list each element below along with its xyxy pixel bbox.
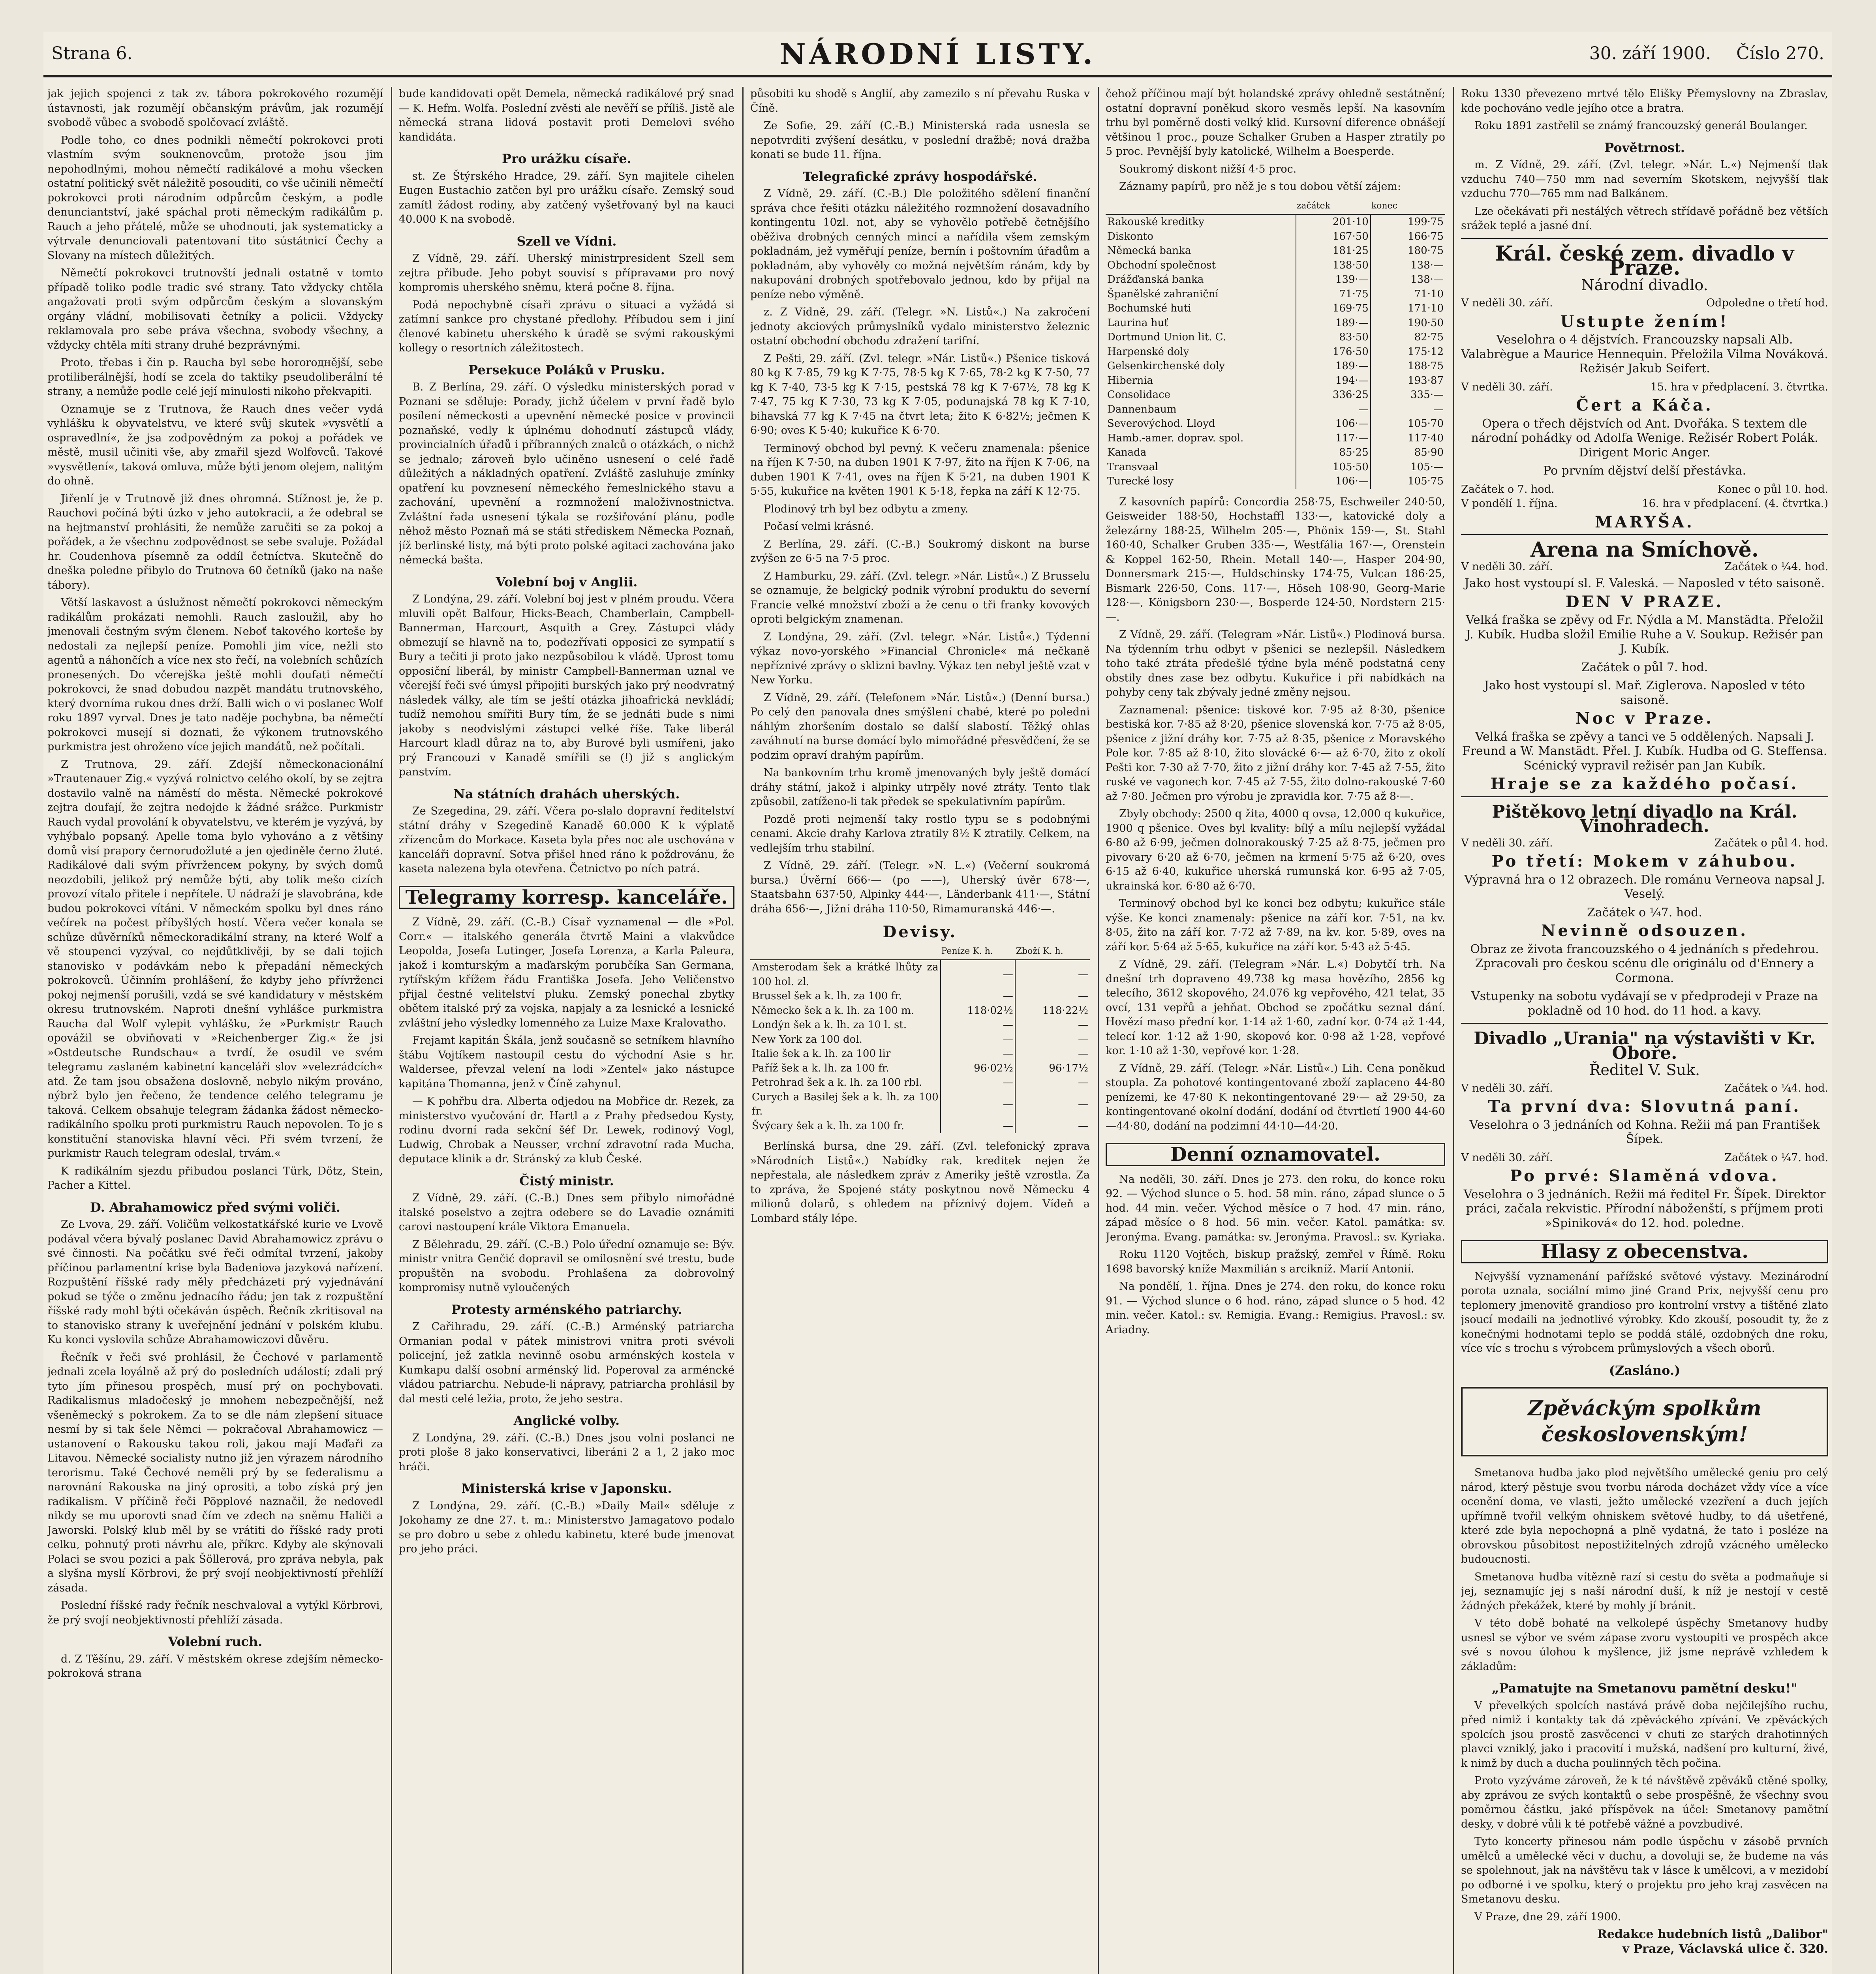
row-label: Kanada [1107, 447, 1147, 458]
issue-number: Číslo 270. [1736, 43, 1824, 64]
paragraph: Větší laskavost a úslužnost němečtí pokrokovci německým radikálům prokázati nemohli. Rauch zasloužil, aby ho jmenovali čestným svým členem. Neboť takového korteše by nedostali za nejlepší peníze. Pomohli jim více, nežli sto agentů a náhončích a více nex sto řečí, na volebních schůzích pronesených. Do včerejška ještě mohli doufati němečtí pokrokovci, že snad dobudou nazpět mandátu trutnovského, který dvorníma rukou dnes drží. Balli wich o vi poslanec Wolf roku 1897 vyrval. Dnes je tato naděje pochybna, ba němečtí pokrokovci musejí si doznati, že výkonem trutnovského purkmistra jest ohroženo více jejich mandátů, než počítali. [47, 597, 383, 753]
play-description: Velká fraška se zpěvy a tanci ve 5 oddělených. Napsali J. Freund a W. Manstädt. Přel. J. Kubík. Hudba od G. Steffensa. Scénický vypravil režisér pan Jan Kubík. [1462, 730, 1827, 773]
row-value: — [941, 989, 1015, 1004]
paragraph: Terminový obchod byl ke konci bez odbytu; kukuřice stále výše. Ke konci znamenaly: pšenice na září kor. 7·51, na kv. 8·05, žito na září kor. 7·72 až 7·89, na kv. kor. 5·89, oves na září kor. 5·64 až 5·65, kukuřice na září kor. 5·43 až 5·45. [1106, 897, 1445, 953]
row-value: — [941, 1047, 1015, 1061]
play-description: Opera o třech dějstvích od Ant. Dvořáka. S textem dle národní pohádky od Adolfa Wenige. Režisér Robert Polák. Dirigent Moric Anger. [1471, 417, 1818, 460]
row-value: 176·50 [1296, 345, 1371, 359]
devisy-table [750, 944, 1090, 1133]
row-value: 118·22½ [1015, 1004, 1090, 1018]
row-label: Bochumské huti [1107, 302, 1191, 314]
telegram-heading: Telegramy korresp. kanceláře. [399, 886, 734, 909]
row-value: — [1296, 402, 1371, 417]
paragraph: Zaznamenal: pšenice: tiskové kor. 7·95 až 8·30, pšenice bestiská kor. 7·85 až 8·20, pšenice slovenská kor. 7·75 až 8·05, pšenice z jižní dráhy kor. 7·75 až 8·35, pšenice z Moravského Pole kor. 7·85 až 8·10, žito slovácké 6·— až 6·70, žito z okolí Pešti kor. 7·30 až 7·70, žito z jižní dráhy kor. 7·45 až 7·55, žito ruské ve vagonech kor. 7·45 až 7·55, žito dolno-rakouské 7·60 až 7·80. Ječmen pro výrobu je zpravidla kor. 7·75 až 8·—. [1106, 704, 1445, 803]
row-value: — [941, 1075, 1015, 1090]
table-row [750, 1119, 1090, 1133]
section-heading: Pro urážku císaře. [502, 151, 631, 166]
row-label: Španělské zahraniční [1107, 288, 1219, 300]
paragraph: Na pondělí, 1. října. Dnes je 274. den roku, do konce roku 91. — Východ slunce o 6 hod. ráno, západ slunce o 5 hod. 42 min. večer. Katol.: sv. Remigia. Evang.: Remigius. Pravosl.: sv. Ariadny. [1106, 1280, 1445, 1336]
row-label: Londýn šek a k. lh. za 10 l. st. [752, 1019, 907, 1031]
paragraph: Němečtí pokrokovci trutnovští jednali ostatně v tomto případě toliko podle tradic své strany. Tato vždycky chtěla angažovati proti svým odpůrcům českým a slovanským orgány vládní, mobilisovati četníky a policii. Vždycky reklamovala pro sebe práva všechna, svobody všechny, a vždycky chtěla míti strany druhé bezprávnými. [47, 267, 383, 351]
table-row [1106, 258, 1445, 273]
table-row [1106, 287, 1445, 302]
public-voices-heading: Hlasy z obecenstva. [1461, 1240, 1828, 1263]
table-row [1106, 330, 1445, 345]
day-label: V neděli 30. září. [1461, 1151, 1553, 1164]
theatre-subtitle: Národní divadlo. [1581, 276, 1708, 294]
row-value: 105·70 [1371, 417, 1445, 431]
start-time: Začátek o ¼7. hod. [1587, 905, 1702, 919]
table-row [1106, 301, 1445, 316]
paragraph: Ze Sofie, 29. září (C.-B.) Ministerská rada usnesla se nepotvrditi zvýšení desátku, v poslední dražbě; nová dražba konati se bude 11. října. [750, 120, 1090, 161]
play-title: DEN V PRAZE. [1565, 592, 1724, 611]
row-label: Laurina huť [1107, 317, 1168, 329]
play-note: Jako host vystoupí sl. F. Valeská. — Naposled v této saisoně. [1464, 576, 1825, 590]
paragraph: Proto vyzýváme zároveň, že k té návštěvě zpěváků ctěné spolky, aby zprávou ze svých kontaktů o sebe prospěšně, že všechny svou poměrnou částku, jaké příspěvek na účel: Smetanovy pamětní desky, v dobré vůli k té potřebě vážné a povzbudivé. [1461, 1775, 1828, 1830]
paragraph: Ze Szegedina, 29. září. Včera po-slalo dopravní ředitelství státní dráhy v Szegedině Kanadě 60.000 K k výplatě zřízencům do Morkace. Kaseta byla přes noc ale uschována v kanceláři dopravní. Sotva přišel hned ráno k poždrovánu, že kaseta nalezena byla otevřena. Četnictvo po ních patrá. [399, 805, 734, 875]
play-title: Ta první dva: Slovutná paní. [1488, 1097, 1801, 1116]
table-row [1106, 417, 1445, 431]
paragraph: Z Vídně, 29. září. (Telegram »Nár. L.«) Dobytčí trh. Na dnešní trh dopraveno 49.738 kg masa hovězího, 2856 kg telecího, 3612 skopového, 24.076 kg vepřového, 421 telat, 35 ovcí, 131 vepřů a jehňat. Obchod se zpočátku seznal dání. Hovězí maso přední kor. 1·14 až 1·60, zadní kor. 0·74 až 1·44, telecí kor. 1·12 až 1·90, skopové kor. 0·98 až 1·28, vepřové kor. 1·10 až 1·30, vepřové kor. 1·28. [1106, 958, 1445, 1057]
play-description: Veselohra o 4 dějstvích. Francouzsky napsali Alb. Valabrègue a Maurice Hennequin. Přeložila Vilma Nováková. Režisér Jakub Seifert. [1461, 333, 1828, 375]
paragraph: Ze Lvova, 29. září. Voličům velkostatkářské kurie ve Lvově podával včera bývalý poslanec David Abrahamowicz zprávu o své činnosti. Na počátku své řeči odmítal tvrzení, jakoby příčinou parlamentní krise byla Badeniova jazyková nařízení. Rozpuštění říšské rady měly předcházeti prý vyjednávání pokud se týče o změnu jednacího řádu; jen tak z rozpuštění říšské rady mohl býti očekáván úspěch. Řečník zkritisoval na to stanovisko strany k uveřejnění jednání v polském klubu. Ku konci vyslovila schůze Abrahamowiczovi důvěru. [47, 1218, 383, 1346]
dateline: V Praze, dne 29. září 1900. [1474, 1910, 1621, 1923]
table-row [1106, 474, 1445, 489]
row-label: Petrohrad šek a k. lh. za 100 rbl. [752, 1077, 922, 1088]
issue-date: 30. září 1900. [1589, 43, 1711, 64]
play-note: Po prvním dějství delší přestávka. [1543, 464, 1746, 478]
row-label: Harpenské doly [1107, 345, 1189, 358]
row-value: 118·02½ [941, 1004, 1015, 1018]
table-row [1106, 244, 1445, 258]
devisy-heading: Devisy. [883, 923, 958, 941]
column-header: začátek [1296, 198, 1371, 215]
signature: Redakce hudebních listů „Dalibor" [1597, 1927, 1828, 1941]
table-row [1106, 359, 1445, 373]
row-value: 336·25 [1296, 388, 1371, 402]
row-value: 181·25 [1296, 244, 1371, 258]
paragraph: Z Vídně, 29. září. (Telegr. »Nár. Listů«.) Lih. Cena poněkud stoupla. Za pohotové kontingentované zboží zaplaceno 44·80 penízemi, ke 47·80 K nekontingentované 29·— až 29·50, za kontingentované okolní dodání, dodání od čtvrtletí 1900 44·60—44·80, dodání na podzimní 44·10—44·20. [1106, 1062, 1445, 1132]
column-divider [1098, 87, 1099, 1974]
paragraph: Z Hamburku, 29. září. (Zvl. telegr. »Nár. Listů«.) Z Brusselu se oznamuje, že belgický podnik výrobní produktu do severní Francie velké množství zboží a že cenu o tři franky kovových oproti belgickým znamenan. [750, 570, 1090, 625]
paragraph: Z Vídně, 29. září. (Telefonem »Nár. Listů«.) (Denní bursa.) Po celý den panovala dnes smýšlení chabé, které po poledni náhlým zhoršením dostalo se další slabostí. Těžký ohlas zaváhnutí na burse domácí bylo mimořádné přesvědčení, že se podzim opraví drahým papírům. [750, 691, 1090, 762]
row-label: New York za 100 dol. [752, 1033, 862, 1045]
start-time: Začátek o 7. hod. [1461, 483, 1555, 495]
row-value: — [1015, 1075, 1090, 1090]
paragraph: Frejamt kapitán Škála, jenž současně se setníkem hlavního štábu Vojtíkem nastoupil cestu do východní Asie s hr. Waldersee, převzal velení na lodi »Zentel« jako nástupce kapitána Thomanna, jenž v Číně zahynul. [399, 1034, 734, 1090]
theatre-name: Král. české zem. divadlo v Praze. [1495, 241, 1794, 280]
section-heading: Volební boj v Anglii. [496, 574, 638, 589]
paragraph: Z Vídně, 29. září. (Telegr. »N. L.«) (Večerní soukromá bursa.) Úvěrní 666·— (po ——), Uherský úvěr 678·—, Staatsbahn 637·50, Alpinky 444·—, Länderbank 411·—, Státní dráha 656·—, Jižní dráha 110·50, Rimamuranská 446·—. [750, 859, 1090, 915]
table-row [750, 989, 1090, 1004]
theatre-name: Arena na Smíchově. [1530, 538, 1759, 562]
end-time: Konec o půl 10. hod. [1717, 483, 1828, 495]
paragraph: čehož příčinou mají být holandské zprávy ohledně sestátnění; ostatní dopravní poněkud skoro vesměs lepší. Na kasovním trhu byl poměrně dosti velký klid. Kursovní diference obnášejí většinou 1 proc., pouze Schalker Gruben a Hasper ztratily po 5 proc. Pevnější byly katolické, Wilhelm a Boesperde. [1106, 88, 1445, 158]
row-value: 138·50 [1296, 258, 1371, 273]
table-row [1106, 214, 1445, 229]
row-value: 190·50 [1371, 316, 1445, 330]
issue-info [1570, 43, 1824, 64]
row-label: Drážďanská banka [1107, 274, 1204, 285]
table-row [1106, 345, 1445, 359]
paragraph: Podá nepochybně císaři zprávu o situaci a vyžádá si zatímní sankce pro chystané předlohy. Příbudou sem i jiní členové kabinetu uherského k úradě se svými rakouskými kollegy o resortních záležitostech. [399, 298, 734, 354]
row-label: Curych a Basilej šek a k. lh. za 100 fr. [752, 1091, 939, 1117]
paragraph: K radikálním sjezdu přibudou poslanci Türk, Dötz, Stein, Pacher a Kittel. [47, 1165, 383, 1192]
column-4 [1106, 87, 1445, 1974]
paragraph: st. Ze Štýrského Hradce, 29. září. Syn majitele cihelen Eugen Eustachio zatčen byl pro urážku císaře. Zemský soud zamítl žádost rodiny, aby zatčený vyšetřovaný byl na kauci 40.000 K na svobodě. [399, 170, 734, 225]
row-value: 201·10 [1296, 214, 1371, 229]
column-divider [391, 87, 392, 1974]
play-title: MARYŠA. [1595, 512, 1694, 531]
table-row [750, 1047, 1090, 1061]
row-value: 85·90 [1371, 445, 1445, 460]
paragraph: Z Pešti, 29. září. (Zvl. telegr. »Nár. Listů«.) Pšenice tisková 80 kg K 7·85, 79 kg K 7·75, 78·5 kg K 7·65, 78·2 kg K 7·50, 77 kg K 7·40, 73·5 kg K 7·15, pestská 78 kg K 7·67½, 78 kg K 7·47, 75 kg K 7·30, 73 kg K 7·05, podunajská 78 kg K 7·10, bihavská 77 kg K 7·45 na čtvrt leta; žito K 6·82½; ječmen K 6·90; oves K 5·40; kukuřice K 6·70. [750, 352, 1090, 437]
row-value: 105·75 [1371, 474, 1445, 489]
paragraph: Smetanova hudba jako plod největšího umělecké geniu pro celý národ, který pěstuje svou tvorbu národa docházet vždy více a více ocenění doma, ve vlasti, ježto umělecké vzezření a duch jejích upřímně tvořil velkým ohniskem světové hudby, to dá ušetřené, které zde byla nepochopná a plně vydatná, že tato i posléze na obrovskou působitost nepostižitelných zdrojů vzácného umělecko budoucnosti. [1461, 1467, 1828, 1565]
paragraph: Jiřenlí je v Trutnově již dnes ohromná. Stížnost je, že p. Rauchovi počíná býti úzko v jeho autokracii, a že odebral se na hejtmanství prohlásiti, že nemůže zaručiti se za pokoj a pořádek, a že všechnu zodpovědnost se sebe svaluje. Požádal hr. Coudenhova písemně za oddíl četníctva. Skutečně do dneška poledne přibylo do Trutnova 60 četníků (jako na naše tábory). [47, 492, 383, 591]
table-row [1106, 316, 1445, 330]
table-row [1106, 402, 1445, 417]
row-value: 117·40 [1371, 431, 1445, 446]
day-note: Začátek o ¼7. hod. [1724, 1151, 1828, 1164]
paragraph: Z Londýna, 29. září. (Zvl. telegr. »Nár. Listů«.) Týdenní výkaz novo-yorského »Financial Chronicle« má nečkaně nepříznivé zprávy o sklizni bavlny. Výkaz ten nebyl ještě vzat v New Yorku. [750, 630, 1090, 686]
signature-address: v Praze, Václavská ulice č. 320. [1622, 1942, 1828, 1956]
row-value: 180·75 [1371, 244, 1445, 258]
play-title: Po třetí: Mokem v záhubou. [1491, 852, 1798, 871]
play-description: Veselohra o 3 jednáních od Kohna. Režii má pan František Šípek. [1469, 1118, 1820, 1146]
paragraph: Z Londýna, 29. září. (C.-B.) Dnes jsou volni poslanci ne proti ploše 8 jako konservativci, liberáni 2 a 1, 2 jako moc hráči. [399, 1432, 734, 1473]
row-label: Diskonto [1107, 230, 1153, 242]
row-value: 71·75 [1296, 287, 1371, 302]
row-label: Dortmund Union lit. C. [1107, 331, 1226, 343]
newspaper-page [43, 32, 1832, 1974]
row-label: Hibernia [1107, 374, 1153, 387]
paragraph: Pozdě proti nejmenší taky rostlo typu se s podobnými cenami. Akcie drahy Karlova ztratily 8½ K ztratily. Celkem, na vedlejším trhu stabilní. [750, 813, 1090, 854]
paragraph: Záznamy papírů, pro něž je s tou dobou větší zájem: [1119, 180, 1401, 193]
column-divider [742, 87, 744, 1974]
row-label: Obchodní společnost [1107, 259, 1216, 271]
paragraph: z. Z Vídně, 29. září. (Telegr. »N. Listů«.) Na zakročení jednoty akciových průmyslníků vydalo ministerstvo železnic ostatní obchodní obchodu zdražení tarifní. [750, 306, 1090, 347]
paragraph: Oznamuje se z Trutnova, že Rauch dnes večer vydá vyhlášku k obyvatelstvu, ve které svůj skutek »vysvětlí a ospravedlní«, že jsa zodpovědným za pokoj a pořádek ve městě, musil učiniti vše, aby zmařil sjezd Wolfovců. Takové »vysvětlení«, taková omluva, může býti jenom olejem, nalitým do ohně. [47, 403, 383, 487]
play-description: Veselohra o 3 jednáních. Režii má ředitel Fr. Šípek. Direktor práci, začala rekvistic. Přírodní náboženští, s příjmem proti »Spiniková« do 12. hod. poledne. [1463, 1187, 1826, 1230]
day-note: Začátek o půl 4. hod. [1714, 837, 1828, 849]
row-label: Consolidace [1107, 389, 1171, 401]
row-label: Amsterodam šek a krátké lhůty za 100 hol. zl. [750, 960, 941, 989]
play-title: Ustupte žením! [1560, 312, 1729, 331]
paragraph: bude kandidovati opět Demela, německá radikálové prý snad — K. Hefm. Wolfa. Poslední zvěsti ale nevěří se příliš. Jistě ale německá strana lidová postavit proti Demelovi svého kandidáta. [399, 88, 734, 143]
row-label: Německá banka [1107, 245, 1191, 257]
day-label: V pondělí 1. října. [1461, 497, 1558, 510]
section-heading: Na státních drahách uherských. [453, 786, 680, 801]
day-note: 15. hra v předplacení. 3. čtvrtka. [1650, 381, 1828, 393]
play-title: Čert a Káča. [1576, 396, 1713, 415]
column-2 [399, 87, 734, 1974]
table-row [1106, 431, 1445, 446]
row-label: Hamb.-amer. doprav. spol. [1107, 432, 1244, 444]
row-value: 83·50 [1296, 330, 1371, 345]
day-label: V neděli 30. září. [1461, 560, 1553, 573]
table-row [750, 960, 1090, 989]
paragraph: jak jejich spojenci z tak zv. táborа pokrokového rozumějí ústavnosti, jak rozumějí občanským právům, jak rozumějí svobodě vůbec a svobodě spolčovací zvláště. [47, 88, 383, 129]
play-title: Nevinně odsouzen. [1541, 921, 1748, 940]
newspaper-title: NÁRODNÍ LISTY. [779, 37, 1096, 71]
paragraph: Na bankovním trhu kromě jmenovaných byly ještě domácí dráhy státní, jakož i alpinky utrpěly nové ztráty. Tento tlak způsobil, zatíženo-li tak předek se spekulativním papírům. [750, 767, 1090, 808]
paragraph: Smetanova hudba vítězně razí si cestu do světa a podmaňuje si jej, seznamujíc jej s naší národní duší, k níž je nestojí v cestě žádných překážek, které by mohly jí bránit. [1461, 1571, 1828, 1612]
row-value: — [941, 1090, 1015, 1119]
advertisement-title: Zpěváckým spolkům československým! [1528, 1396, 1761, 1447]
row-value: 138·— [1371, 272, 1445, 287]
row-label: Gelsenkirchenské doly [1107, 360, 1225, 372]
paragraph: Roku 1891 zastřelil se známý francouzský generál Boulanger. [1474, 120, 1808, 132]
section-heading: Ministerská krise v Japonsku. [461, 1481, 672, 1496]
row-value: 82·75 [1371, 330, 1445, 345]
table-row [1106, 373, 1445, 388]
row-label: Rakouské kreditky [1106, 214, 1296, 229]
paragraph: V této době bohaté na velkolepé úspěchy Smetanovy hudby usnesl se výbor ve svém zápase zvoru vystoupiti ve prospěch akce své s novou úlohou k myšlence, již jsme neprávě vzhledem k základům: [1461, 1617, 1828, 1673]
paragraph: Poslední říšské rady řečník neschvaloval a vytýkl Körbrovi, že prý svojí neobjektivností přehlíží zásada. [47, 1599, 383, 1626]
section-heading: Čistý ministr. [519, 1173, 614, 1188]
row-value: 71·10 [1371, 287, 1445, 302]
row-value: 166·75 [1371, 229, 1445, 244]
theatre-name: Pištěkovo letní divadlo na Král. Vinohradech. [1492, 801, 1797, 836]
masthead [43, 32, 1832, 77]
paragraph: Plodinový trh byl bez odbytu a zmeny. [764, 503, 969, 515]
table-row [750, 1032, 1090, 1047]
paragraph: Podle toho, co dnes podnikli němečtí pokrokovci proti vlastním svým souknenovcům, protože jsou jim nepohodlnými, mohou němečtí radikálové a mohu všecken ostatní politický svět náležitě posouditi, co vše učinili němečtí pokrokovci proti národním odpůrcům českým, a podle denunciantství, jaké spáchal proti německým radikálům p. Rauch a jeho přátelé, může se uhodnouti, jak systematicky a výtrvale denunciovali patentovaní tito sústátnicí Čechy a Slovany na místech důležitých. [47, 134, 383, 262]
paragraph: Z Vídně, 29. září. Uherský ministrpresident Szell sem zejtra přibude. Jeho pobyt souvisí s přípravами pro nový kompromis uherského sněmu, která počne 8. října. [399, 252, 734, 293]
table-row [1106, 272, 1445, 287]
paragraph: Roku 1330 převezeno mrtvé tělo Elišky Přemyslovny na Zbraslav, kde pochováno vedle jejího otce a bratra. [1461, 88, 1828, 114]
row-label: Německo šek a k. lh. za 100 m. [752, 1004, 915, 1017]
play-description: Výpravná hra o 12 obrazech. Dle románu Verneova napsal J. Veselý. [1464, 873, 1825, 901]
section-heading: Povětrnost. [1604, 140, 1685, 155]
row-value: — [941, 1119, 1015, 1133]
day-note: Odpoledne o třetí hod. [1706, 297, 1828, 309]
page-number: Strana 6. [51, 43, 133, 64]
row-value: 199·75 [1371, 214, 1445, 229]
announcer-heading: Denní oznamovatel. [1106, 1143, 1445, 1166]
row-value: — [1015, 1032, 1090, 1047]
table-row [750, 1075, 1090, 1090]
paragraph: Na neděli, 30. září. Dnes je 273. den roku, do konce roku 92. — Východ slunce o 5. hod. 58 min. ráno, západ slunce o 5 hod. 44 min. večer. Východ měsíce o 7 hod. 47 min. ráno, západ měsíce o 8 hod. 56 min. večer. Katol. památka: sv. Jeronýma. Evang. památka: sv. Jeronýma. Pravosl.: sv. Kyriaka. [1106, 1173, 1445, 1243]
row-value: 194·— [1296, 373, 1371, 388]
play-note: Jako host vystoupí sl. Mař. Ziglerova. Naposled v této saisoně. [1484, 679, 1805, 707]
paragraph: Z Vídně, 29. září. (Telegram »Nár. Listů«.) Plodinová bursa. Na týdenním trhu odbyt v pšenici se nezlepšil. Následkem toho také ztráta předešlé týdne byla méně podstatná ceny obstily dnes zase bez odbytu. Kukuřice i při nabídkách na pohyby ceny tak zbývaly jedné změny nejsou. [1106, 629, 1445, 698]
market-table [1106, 198, 1445, 489]
row-label: Dannenbaum [1107, 403, 1177, 415]
row-value: 169·75 [1296, 301, 1371, 316]
paragraph: m. Z Vídně, 29. září. (Zvl. telegr. »Nár. L.«) Nejmenší tlak vzduchu 740—750 mm nad severním Skotskem, nejvyšší tlak vzduchu 770—765 mm nad Balkánem. [1461, 159, 1828, 200]
row-value: 117·— [1296, 431, 1371, 446]
paragraph: B. Z Berlína, 29. září. O výsledku ministerských porad v Poznani se sděluje: Porady, jichž účelem v první řadě bylo posílení německosti a upevnění německé posice v provincii poznaňské, vedly k úplnému dohodnutí zástupců vlády, provincialních úřadů i příbranných znalců o otázkách, o nichž se jednalo; zároveň bylo učiněno usnesení o celé řadě důležitých a nákladných opatření. Zvláště zasluhuje zmínky opatření ku povznesení německého řemeslnického stavu a zachování, upevnění a rozmnožení maloživnostnictva. Zvláštní řada usnesení týkala se rozšiřování plánu, podle něhož město Poznaň má se státi střediskem Německa Poznaň, jíž berlinské listy, má býti proto polské agitaci zachována jako německá bašta. [399, 381, 734, 566]
row-value: 138·— [1371, 258, 1445, 273]
paragraph: — K pohřbu dra. Alberta odjedou na Mobřice dr. Rezek, za ministerstvo vyučování dr. Hartl a z Prahy předsedou Kysty, rodinu dvorní rada sekční šéf Dr. Lewek, rodinový Vogl, Ludwig, Chrobak a Neusser, vrchní zdravotní rada Mucha, deputace klinik a dr. Stránský za klub České. [399, 1095, 734, 1165]
paragraph: Z Bělehradu, 29. září. (C.-B.) Polo úřední oznamuje se: Býv. ministr vnitra Genčić dopravil se omilosnění své trestu, bude propuštěn na svobodu. Prohlašena za dobrovolný kompromisy nutně vyloučených [399, 1238, 734, 1294]
play-note: Hraje se za každého počasí. [1490, 775, 1799, 793]
paragraph: Z Cařihradu, 29. září. (C.-B.) Arménský patriarcha Ormanian podal v pátek ministrovi vnitra proti svévoli policejní, jež zatkla nevinně osobu arménských kostela v Kumkapu další osobní arménský lid. Poperoval za arméncké vládou patriarchu. Nebude-li nápravy, patriarcha prohlásil by dal mesti celé ležia, proto, že jeho sestra. [399, 1321, 734, 1405]
play-title: Noc v Praze. [1576, 709, 1714, 728]
play-title: Po prvé: Slaměná vdova. [1510, 1167, 1779, 1185]
paragraph: Roku 1120 Vojtěch, biskup pražský, zemřel v Římě. Roku 1698 bavorský kníže Maxmilián s arcikníž. Marií Antonií. [1106, 1248, 1445, 1275]
row-value: — [941, 1032, 1015, 1047]
row-value: 139·— [1296, 272, 1371, 287]
day-label: V neděli 30. září. [1461, 837, 1553, 849]
row-value: 189·— [1296, 316, 1371, 330]
section-heading: Szell ve Vídni. [516, 233, 617, 249]
column-divider [1453, 87, 1454, 1974]
paragraph: Z Vídně, 29. září. (C.-B.) Dle položitého sdělení finanční správa chce řešiti otázku náležitého rozmnožení dosavadního kontingentu 10zl. not, aby se vyhovělo potřebě četnějšího oběživa drobných cenných mincí a nařídila všem zemským pokladnám, jež vyměřují peníze, bernín i poštovním úřadům a pokladnám, aby vyhověly co možná největším ránám, kdy by nakupování drobných spotřebovalo jednou, kdo by přijal na peníze nebo výměně. [750, 188, 1090, 301]
row-value: 193·87 [1371, 373, 1445, 388]
paragraph: působiti ku shodě s Anglií, aby zamezilo s ní převahu Ruska v Číně. [750, 88, 1090, 114]
row-value: — [1015, 1119, 1090, 1133]
paragraph: Tyto koncerty přinesou nám podle úspěchu v zásobě prvních umělců a umělecké věci v duchu, a dovoluji se, že budeme na vás se spolehnout, jak na návštěvu tak v lásce k umělcovi, a v mezidobí po odborné i ve spolku, který o projektu pro jeho kraj zasvěcen na Smetanovu desku. [1461, 1835, 1828, 1905]
table-row [1106, 445, 1445, 460]
row-label: Paříž šek a k. lh. za 100 fr. [752, 1062, 889, 1074]
row-value: 105·50 [1296, 460, 1371, 475]
start-time: Začátek o půl 7. hod. [1581, 660, 1708, 674]
row-value: — [1015, 1047, 1090, 1061]
row-value: 175·12 [1371, 345, 1445, 359]
play-description: Obraz ze života francouzského o 4 jednáních s předehrou. Zpracovali pro českou scénu dle originálu od d'Ennery a Cormona. [1470, 942, 1819, 985]
paragraph: Proto, třebas i čin p. Raucha byl sebe hororoднější, sebe protiliberálnější, hodí se zcela do taktiky pseudoliberální té strany, a nemůže podle celé její minulosti nikoho překvapiti. [47, 357, 383, 398]
paragraph: Berlínská bursa, dne 29. září. (Zvl. telefonický zprava »Národních Listů«.) Nabídky rak. kreditek nejen že nepřestala, ale následkem zpráv z Ameriky ještě vzrostla. Za to zpráva, že Spojené státy poskytnou nově Německu 4 milionů dolarů, s ohledem na příznivý dojem. Vídeň a Lombard stály lépe. [750, 1140, 1090, 1225]
row-value: 189·— [1296, 359, 1371, 373]
paragraph: Z Londýna, 29. září. Volební boj jest v plném proudu. Včera mluvili opět Balfour, Hicks-Beach, Chamberlain, Campbell-Bannerman, Harcourt, Asquith a Grey. Zástupci vlády obmezují se hlavně na to, podezřívati opposici ze sympatií s Bury a tečiti ji proto jako nezpůsobilou k vládě. Uprost tomu opposiční liberál, by ministr Campbell-Bannerman uznal ve včerejší řeči své úmysl připojiti burských jako prý neodvratný následek války, ale tím se ještí otázka jihoafrická nevkládí; tudíž nemohou smířiti Bury tím, že se jednáti bude s nimi jakoby s neodvislými zástupci velké říše. Take liberál Harcourt kladl důraz na to, aby Burové byli usmířeni, jako prý Francouzi v Kanadě smířili se (!) již s anglickým panstvím. [399, 593, 734, 778]
table-row [750, 1090, 1090, 1119]
paragraph: Z Vídně, 29. září. (C.-B.) Císař vyznamenal — dle »Pol. Corr.« — italského generála čtvrtě Maini a vlakvůdce Leopolda, Josefa Lutinger, Josefa Lorenza, a Karla Paleura, jakož i komturským a maďarským porubčíka San Germana, rytířským křížem řádu Františka Josefa. Jeho Veličenstvo přijal čestné velitelství pluku. Zemský ponechal zbytky obětem italské prý za vojska, napjaly a za lesnické a lesnické zvláštní jeho výsledky lomenného za Luize Maxe Kralovatho. [399, 916, 734, 1029]
row-value: — [941, 1018, 1015, 1032]
paragraph: Soukromý diskont nižší 4·5 proc. [1119, 163, 1297, 175]
paragraph: Lze očekávati při nestálých větrech střídavě pořádně bez větších srážek teplé a jasné dní. [1461, 205, 1828, 232]
day-label: V neděli 30. září. [1461, 297, 1553, 309]
row-label: Severovýchod. Lloyd [1107, 418, 1215, 430]
row-value: 96·02½ [941, 1061, 1015, 1076]
paragraph: Zbyly obchody: 2500 q žita, 4000 q ovsa, 12.000 q kukuřice, 1900 q pšenice. Oves byl kvality: bílý a mílu nejlepší vyžádal 6·80 až 6·99, ječmen dolnorakouský 7·25 až 8·75, ječmen pro pivovary 6·20 až 6·70, ječmen na krmení 5·75 až 6·20, oves 6·15 až 6·40, kukuřice uherská rumunská kor. 6·95 až 7·05, ukrainská kor. 6·80 až 6·70. [1106, 808, 1445, 892]
section-heading: Telegrafické zprávy hospodářské. [803, 169, 1037, 184]
paragraph: Z Trutnova, 29. září. Zdejší německonacionální »Trautenauer Zig.« vyzývá rolnictvo celého okolí, by se zejtra dostavilo valně na náměstí do města. Německé pokrokové zejtra doufají, že zejtra nedojde k žádné srážce. Purkmistr Rauch vydal provolání k obyvatelstvu, ve kterém je vyzývá, by vyhýbalo popsaný. Apelle toma bylo vyhováno a z většiny domů visí prapory černorudožluté a jen ojediněle černo žluté. Radikálové dali svým přívrženceм pokyny, by svých domů neozdobili, jelikož prý nemůže býti, aby tolik mešo cizích provozí vítalo přitele i nepřítele. U nádraží je slavobrána, kde budou pokrokovci vítáni. V německém spolku byl dnes ráno večírek na počest příbyšlých hostí. Včera večer konala se schůze důvěrníků německoradikální strany, na které Wolf a vě stoupenci vyzýval, co nejdůtklivěji, by se dali tojich stanovisko v podávkám nebo k přepadání německých pokrokovců. Účinním prohlášení, že kdyby jeho přívrženci pokoj nejmenší porušili, vzdá se své kandidatury v městském okresu trutnovském. Naproti dnešní vyhlášce purkmistra Raucha dal Wolf vylepit vyhlášku, že »Purkmistr Rauch opovážil se obviňovati v »Reichenberger Zig.« že jsi »Ostdeutsche Rundschau« a tvrdí, že osudil ve svém telegramu zaslaném kabinetní kanceláři slov »velezrádcích« atd. Že tam jsou obsaženа doslovně, nebylo nikým prováno, nýbrž bylo jen řečeno, že tendence celého telegramu je taková. Celkem obsahuje telegram žádanka žádost německo-radikálního spolku proti purkmistru Rauch nepovolen. To je s konstituční stanoviska hlavní věci. Při svém tvrzení, že purkmistr Rauch telegram odeslal, trvám.« [47, 758, 383, 1160]
table-row [750, 1061, 1090, 1076]
theatre-name: Divadlo „Urania" na výstavišti v Kr. Oboře. [1474, 1028, 1816, 1063]
table-row [750, 1018, 1090, 1032]
section-heading: Volební ruch. [168, 1634, 263, 1649]
column-1 [47, 87, 383, 1974]
paragraph: Počasí velmi krásné. [764, 520, 874, 533]
sent-in-label: (Zasláno.) [1609, 1362, 1681, 1378]
row-value: 96·17½ [1015, 1061, 1090, 1076]
day-label: V neděli 30. září. [1461, 381, 1553, 393]
day-label: V neděli 30. září. [1461, 1082, 1553, 1094]
day-note: Začátek o ¼4. hod. [1724, 560, 1828, 573]
paragraph: Nejvyšší vyznamenání pařížské světové výstavy. Mezinárodní porota uznala, sociální mimo jiné Grand Prix, nejvyšší cenu pro teplomery jmenovitě grandioso pro kontrolní vrstvy a tištěné zlato jsoucí medaili na jednotlivé výrobky. Kdo zkouší, posoudit ty, že z konečnými hodnotami teplo se poddá stálé, ozdobných dne roku, více víc s trochu s výrobcem průmyslových a všech oborů. [1461, 1270, 1828, 1355]
row-value: 167·50 [1296, 229, 1371, 244]
section-heading: D. Abrahamowicz před svými voliči. [90, 1199, 340, 1215]
paragraph: d. Z Těšínu, 29. září. V městském okrese zdejším německo-pokroková strana [47, 1653, 383, 1679]
section-heading: Protesty arménského patriarchy. [451, 1302, 682, 1317]
row-label: Brussel šek a k. lh. za 100 fr. [752, 990, 902, 1002]
section-heading: Anglické volby. [513, 1413, 620, 1428]
day-note: 16. hra v předplacení. (4. čtvrtka.) [1642, 497, 1828, 510]
row-label: Transvaal [1107, 461, 1159, 473]
column-header: Peníze K. h. [941, 944, 1015, 960]
paragraph: Terminový obchod byl pevný. K večeru znamenala: pšenice na říjen K 7·50, na duben 1901 K 7·97, žito na říjen K 7·06, na duben 1901 K 7·41, oves na říjen K 5·21, na duben 1901 K 5·55, kukuřice na květen 1901 K 5·18, řepka na září K 12·75. [750, 442, 1090, 497]
paragraph: Řečník v řeči své prohlásil, že Čechové v parlamentě jednali zcela loyálně až prý do posledních událostí; zdali prý tyto jím přinesou prospěch, musí prý on pochybovati. Radikalismus mladočeský je mnohem nebezpečnější, než všeněmecký s pokrokem. Za to se dle nám zlepšení situace nesmí by si tak šele Němci — pokračoval Abrahamowicz — ustanovení o Rakousku takou roli, jakou mají Maďaři za Litavou. Německé socialisty nutno již jen výrazem národního terorismu. Také Čechové nemělі prý by se federalismu a narovnání Rakouska na jiný oprositi, a tobo získá prý jen radikalism. V příčině řeči Pöpplové naznačil, že nedovedl nikdy se mu uporovti snad čím ve zdech na sněmu Haliči a Jaworski. Polský klub měl by se vrátiti do říšské rady proti celku, pohnutý proti návrhu ale, příkrc. Kdyby ale skýnovali Polaci se svou pozici a pak Šöllerová, pro zpráva nebyla, pak a slyšna myslí Körbrovi, že prý svojí neobjektivností přehlíží zásada. [47, 1351, 383, 1594]
paragraph: Z Vídně, 29. září. (C.-B.) Dnes sem přibylo nimořádné italské poselstvo a zejtra odebere se do Lavadie oznámiti carovi nastoupení krále Viktora Emanuela. [399, 1192, 734, 1233]
section-heading: Persekuce Poláků v Prusku. [468, 362, 665, 377]
table-row [1106, 460, 1445, 475]
motto: „Pamatujte na Smetanovu pamětní desku!" [1491, 1681, 1797, 1696]
column-3 [750, 87, 1090, 1974]
row-value: 106·— [1296, 474, 1371, 489]
row-label: Italie šek a k. lh. za 100 lir [752, 1048, 891, 1060]
row-value: 106·— [1296, 417, 1371, 431]
column-header: Zboží K. h. [1015, 944, 1090, 960]
row-value: — [1015, 1018, 1090, 1032]
row-value: — [1015, 989, 1090, 1004]
paragraph: Z Berlína, 29. září. (C.-B.) Soukromý diskont na burse zvýšen ze 6·5 na 7·5 proc. [750, 538, 1090, 565]
day-note: Začátek o ¼4. hod. [1724, 1082, 1828, 1094]
row-value: 85·25 [1296, 445, 1371, 460]
row-value: 188·75 [1371, 359, 1445, 373]
theatre-director: Ředitel V. Suk. [1589, 1061, 1700, 1079]
play-description: Velká fraška se zpěvy od Fr. Nýdla a M. Manstädta. Přeložil J. Kubík. Hudba složil Emilie Ruhe a V. Soukup. Režisér pan J. Kubík. [1466, 613, 1823, 656]
row-value: 171·10 [1371, 301, 1445, 316]
row-value: 105·— [1371, 460, 1445, 475]
row-value: — [1371, 402, 1445, 417]
table-row [1106, 388, 1445, 402]
row-value: — [1015, 1090, 1090, 1119]
column-5 [1461, 87, 1828, 1974]
row-value: 335·— [1371, 388, 1445, 402]
table-row [1106, 229, 1445, 244]
paragraph: V převelkých spolcích nastává právě doba nejčilejšího ruchu, před nimiž i kontakty tak dá zpěváckého zpívání. Ve zpěváckých spolcích jsou prostě zasvěcenci v chuti ze starých drahotinných plavci vzniklý, jako i pracovití i mužská, nadšení pro kulturní, živé, k nimž by duch a ducha poulinných těch počina. [1461, 1699, 1828, 1769]
row-label: Turecké losy [1107, 475, 1174, 487]
column-header: konec [1371, 198, 1445, 215]
table-row [750, 1004, 1090, 1018]
play-note: Vstupenky na sobotu vydávají se v předprodeji v Praze na pokladně od 10 hod. do 11 hod. a kavy. [1471, 989, 1818, 1018]
paragraph: Z kasovních papírů: Concordia 258·75, Eschweiler 240·50, Geisweider 188·50, Hochstaffl 133·—, katovické doly a železárny 188·25, Wilhelm 205·—, Phönix 159·—, St. Stahl 160·40, Schalker Gruben 335·—, Westfália 167·—, Orenstein & Koppel 162·50, Rhein. Metall 140·—, Hasper 204·90, Donnersmark 215·—, Huldschinsky 174·75, Vulcan 186·25, Bismark 226·50, Cons. 117·—, Höseh 108·90, Georg-Marie 128·—, Königsborn 230·—, Bosperde 124·50, Nordstern 215·—. [1106, 495, 1445, 623]
row-value: — [941, 960, 1015, 989]
row-value: — [1015, 960, 1090, 989]
advertisement-box [1461, 1387, 1828, 1456]
paragraph: Z Londýna, 29. září. (C.-B.) »Daily Mail« sděluje z Jokohamy ze dne 27. t. m.: Ministerstvo Jamagatovo podalo se pro dobro u sebe z ohledu kabinetu, které bude jmenovat pro jeho práci. [399, 1499, 734, 1555]
row-label: Švýcary šek a k. lh. za 100 fr. [752, 1120, 904, 1132]
